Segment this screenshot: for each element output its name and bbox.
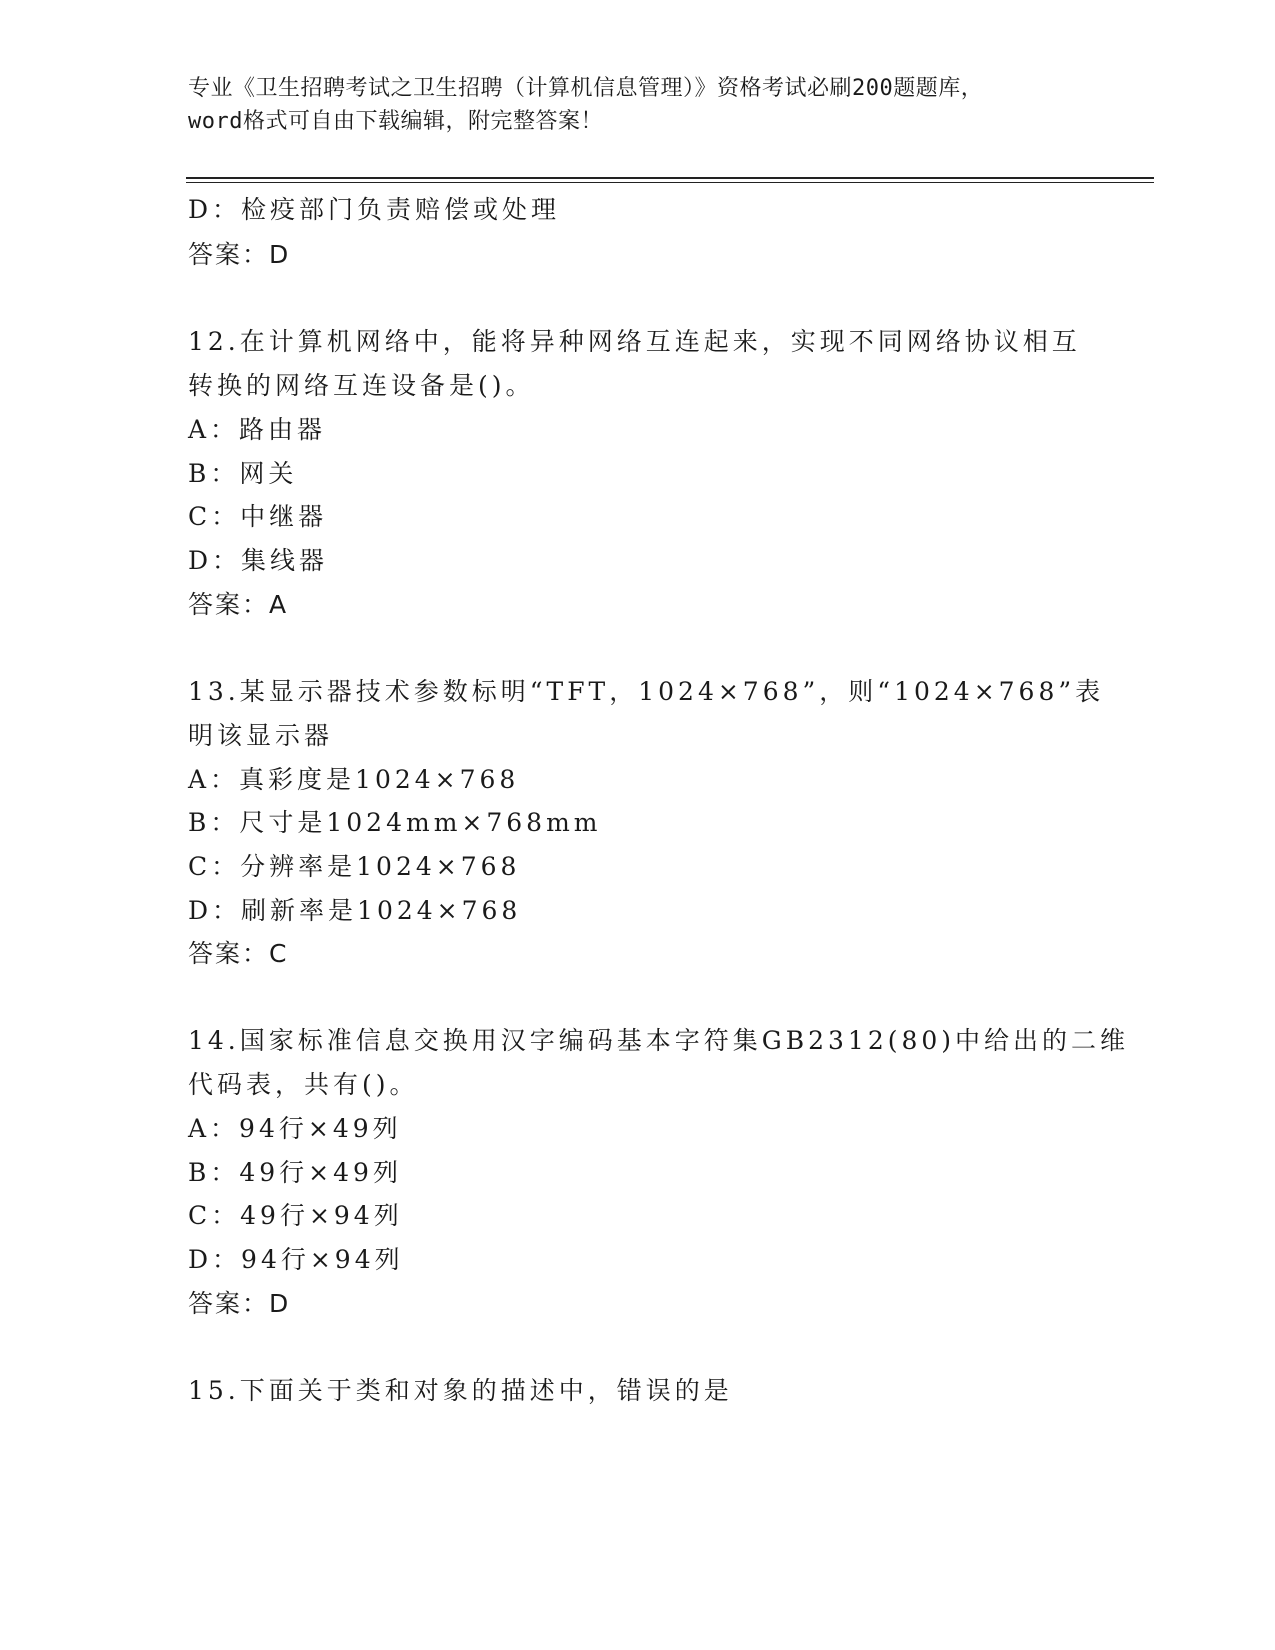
q12-option-a: A：路由器 <box>188 415 327 444</box>
q13-answer: 答案：C <box>188 939 289 968</box>
q12-option-c: C：中继器 <box>188 502 328 531</box>
header-title-line-1: 专业《卫生招聘考试之卫生招聘（计算机信息管理）》资格考试必刷200题题库， <box>188 76 984 101</box>
header-divider-thick <box>186 177 1154 179</box>
header-divider-thin <box>186 182 1154 183</box>
q12-option-d: D：集线器 <box>188 546 329 575</box>
q12-stem-line-2: 转换的网络互连设备是()。 <box>188 371 535 400</box>
q14-option-d: D：94行×94列 <box>188 1245 404 1274</box>
q14-stem-line-1: 14.国家标准信息交换用汉字编码基本字符集GB2312(80)中给出的二维 <box>188 1026 1130 1055</box>
q13-stem-line-1: 13.某显示器技术参数标明“TFT，1024×768”，则“1024×768”表 <box>188 677 1105 706</box>
document-header <box>188 72 1088 138</box>
q15-stem-line-1: 15.下面关于类和对象的描述中，错误的是 <box>188 1376 733 1405</box>
q14-option-a: A：94行×49列 <box>188 1114 402 1143</box>
header-title-line-2: word格式可自由下载编辑，附完整答案！ <box>188 109 603 134</box>
q13-option-b: B：尺寸是1024mm×768mm <box>188 808 602 837</box>
prev-question-option-d: D：检疫部门负责赔偿或处理 <box>188 195 561 224</box>
q12-stem-line-1: 12.在计算机网络中，能将异种网络互连起来，实现不同网络协议相互 <box>188 327 1081 356</box>
q13-option-d: D：刷新率是1024×768 <box>188 896 522 925</box>
q14-stem-line-2: 代码表，共有()。 <box>188 1070 419 1099</box>
q12-option-b: B：网关 <box>188 459 298 488</box>
q14-answer: 答案：D <box>188 1289 291 1318</box>
q14-option-c: C：49行×94列 <box>188 1201 403 1230</box>
prev-question-answer: 答案：D <box>188 240 291 269</box>
q12-answer: 答案：A <box>188 590 289 619</box>
q13-stem-line-2: 明该显示器 <box>188 721 334 750</box>
q13-option-c: C：分辨率是1024×768 <box>188 852 521 881</box>
q14-option-b: B：49行×49列 <box>188 1158 402 1187</box>
q13-option-a: A：真彩度是1024×768 <box>188 765 520 794</box>
